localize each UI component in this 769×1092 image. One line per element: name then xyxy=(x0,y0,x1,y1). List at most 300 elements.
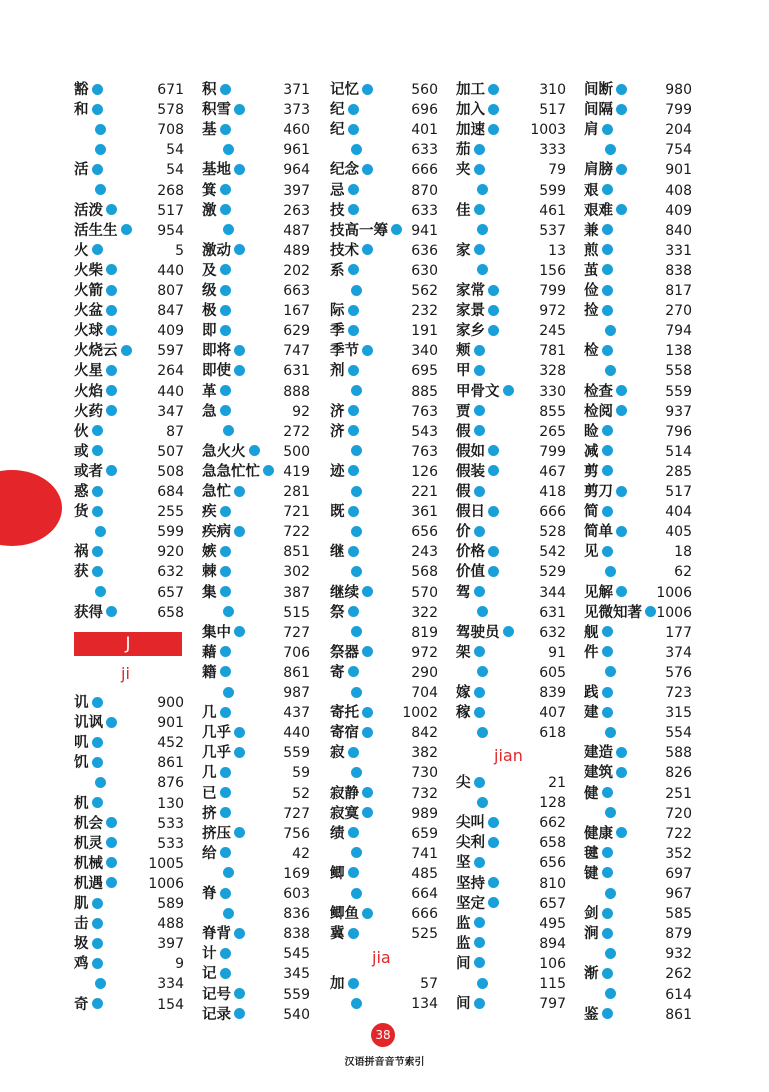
entry-page-number: 418 xyxy=(539,484,566,500)
tag-icon xyxy=(488,837,499,848)
red-circle-decoration xyxy=(0,470,62,546)
index-entry xyxy=(584,643,692,663)
entry-word xyxy=(74,301,117,321)
entry-word xyxy=(74,140,106,160)
entry-word-text: 鉴 xyxy=(584,1005,599,1023)
index-entry xyxy=(330,884,438,904)
index-entry xyxy=(584,201,692,221)
entry-word xyxy=(330,201,359,221)
entry-word-text: 既 xyxy=(330,503,345,521)
entry-page-number: 554 xyxy=(665,725,692,742)
index-entry xyxy=(202,100,310,120)
index-entry xyxy=(202,522,310,542)
tag-icon xyxy=(477,606,488,617)
entry-page-number: 1006 xyxy=(656,584,692,601)
entry-page-number: 671 xyxy=(157,82,184,98)
entry-page-number: 440 xyxy=(283,725,310,742)
tag-icon xyxy=(474,244,485,255)
entry-word xyxy=(456,894,499,914)
entry-page-number: 495 xyxy=(539,915,566,932)
entry-page-number: 322 xyxy=(411,604,438,621)
entry-page-number: 630 xyxy=(411,262,438,279)
entry-word-text: 坚定 xyxy=(456,894,485,912)
entry-page-number: 632 xyxy=(157,564,184,581)
entry-page-number: 177 xyxy=(665,624,692,641)
entry-word-text: 基地 xyxy=(202,161,231,179)
tag-icon xyxy=(645,606,656,617)
entry-word xyxy=(584,603,656,623)
tag-icon xyxy=(234,164,245,175)
index-entry xyxy=(456,402,566,422)
tag-icon xyxy=(602,928,613,939)
tag-icon xyxy=(362,586,373,597)
tag-icon xyxy=(474,586,485,597)
entry-word xyxy=(456,853,485,873)
entry-word xyxy=(456,683,485,703)
entry-page-number: 885 xyxy=(411,383,438,400)
index-entry xyxy=(330,321,438,341)
tag-icon xyxy=(348,465,359,476)
tag-icon xyxy=(348,264,359,275)
tag-icon xyxy=(362,84,373,95)
index-entry xyxy=(202,763,310,783)
tag-icon xyxy=(488,465,499,476)
entry-word-text: 间 xyxy=(456,954,471,972)
index-entry xyxy=(456,120,566,140)
index-entry xyxy=(74,995,184,1015)
entry-page-number: 1002 xyxy=(402,705,438,722)
tag-icon xyxy=(351,888,362,899)
tag-icon xyxy=(602,425,613,436)
entry-page-number: 879 xyxy=(665,926,692,943)
index-entry xyxy=(330,201,438,221)
entry-page-number: 839 xyxy=(539,685,566,701)
entry-word-text: 讥 xyxy=(74,694,89,711)
entry-word xyxy=(74,361,117,381)
entry-word xyxy=(584,80,627,100)
entry-word xyxy=(202,583,231,603)
entry-page-number: 126 xyxy=(411,463,438,480)
index-entry xyxy=(330,100,438,120)
entry-word xyxy=(74,402,117,422)
entry-word xyxy=(584,221,613,241)
index-entry xyxy=(330,643,438,663)
index-entry xyxy=(74,934,184,954)
entry-word xyxy=(584,542,613,562)
entry-word xyxy=(74,321,117,341)
entry-word xyxy=(330,663,359,683)
entry-word-text: 寄宿 xyxy=(330,724,359,742)
tag-icon xyxy=(602,285,613,296)
entry-word-text: 假装 xyxy=(456,462,485,480)
entry-word-text: 激 xyxy=(202,201,217,219)
entry-word-text: 剂 xyxy=(330,362,345,380)
index-entry xyxy=(74,402,184,422)
tag-icon xyxy=(488,325,499,336)
tag-icon xyxy=(351,626,362,637)
index-entry xyxy=(330,160,438,180)
index-entry xyxy=(456,894,566,914)
tag-icon xyxy=(602,305,613,316)
index-entry xyxy=(330,743,438,763)
index-entry xyxy=(202,784,310,804)
entry-word xyxy=(74,753,103,773)
entry-word xyxy=(74,120,106,140)
tag-icon xyxy=(220,264,231,275)
entry-page-number: 373 xyxy=(283,102,310,119)
entry-word xyxy=(202,100,245,120)
entry-page-number: 559 xyxy=(665,383,692,400)
index-entry xyxy=(330,904,438,924)
tag-icon xyxy=(106,305,117,316)
entry-word-text: 检 xyxy=(584,342,599,360)
entry-word-text: 假 xyxy=(456,422,471,440)
entry-word-text: 监 xyxy=(456,914,471,932)
entry-page-number: 585 xyxy=(665,906,692,923)
index-entry xyxy=(74,140,184,160)
entry-word-text: 健康 xyxy=(584,824,613,842)
entry-word xyxy=(584,140,616,160)
entry-page-number: 517 xyxy=(665,484,692,500)
entry-word-text: 价值 xyxy=(456,563,485,581)
entry-word xyxy=(202,341,245,361)
tag-icon xyxy=(220,285,231,296)
tag-icon xyxy=(220,707,231,718)
entry-word-text: 祸 xyxy=(74,543,89,561)
entry-page-number: 525 xyxy=(411,926,438,943)
entry-word xyxy=(456,80,499,100)
entry-word xyxy=(202,542,231,562)
entry-page-number: 517 xyxy=(157,202,184,219)
entry-word xyxy=(330,562,362,582)
entry-word xyxy=(202,522,245,542)
entry-word-text: 季 xyxy=(330,322,345,340)
entry-word xyxy=(456,603,488,623)
entry-word-text: 加工 xyxy=(456,81,485,98)
tag-icon xyxy=(220,184,231,195)
index-entry xyxy=(456,773,566,793)
tag-icon xyxy=(351,998,362,1009)
entry-word xyxy=(456,813,499,833)
entry-page-number: 614 xyxy=(665,986,692,1003)
tag-icon xyxy=(474,526,485,537)
tag-icon xyxy=(602,787,613,798)
entry-word-text: 击 xyxy=(74,915,89,933)
entry-word xyxy=(202,241,245,261)
index-entry xyxy=(202,985,310,1005)
entry-page-number: 618 xyxy=(539,725,566,742)
entry-word-text: 简单 xyxy=(584,523,613,541)
index-entry xyxy=(330,80,438,100)
tag-icon xyxy=(234,626,245,637)
tag-icon xyxy=(474,998,485,1009)
index-entry xyxy=(456,502,566,522)
tag-icon xyxy=(602,345,613,356)
entry-word xyxy=(584,341,613,361)
entry-word xyxy=(74,261,117,281)
tag-icon xyxy=(362,244,373,255)
tag-icon xyxy=(391,224,402,235)
entry-page-number: 54 xyxy=(166,162,184,179)
entry-word xyxy=(202,824,245,844)
entry-word-text: 叽 xyxy=(74,734,89,752)
tag-icon xyxy=(234,486,245,497)
entry-page-number: 440 xyxy=(157,262,184,279)
entry-page-number: 807 xyxy=(157,283,184,299)
entry-word-text: 假如 xyxy=(456,442,485,460)
entry-word xyxy=(584,502,613,522)
entry-page-number: 42 xyxy=(292,845,310,862)
index-entry xyxy=(202,422,310,442)
entry-word-text: 几 xyxy=(202,764,217,782)
entry-page-number: 542 xyxy=(539,544,566,561)
entry-word xyxy=(456,833,499,853)
tag-icon xyxy=(474,937,485,948)
entry-word-text: 挤 xyxy=(202,804,217,822)
tag-icon xyxy=(605,144,616,155)
entry-page-number: 727 xyxy=(283,624,310,641)
tag-icon xyxy=(348,425,359,436)
entry-page-number: 115 xyxy=(539,976,566,992)
entry-word xyxy=(456,954,485,974)
tag-icon xyxy=(605,807,616,818)
entry-page-number: 262 xyxy=(665,966,692,983)
entry-word xyxy=(202,442,260,462)
index-entry xyxy=(330,120,438,140)
entry-word xyxy=(202,321,231,341)
entry-word-text: 火烧云 xyxy=(74,342,118,360)
tag-icon xyxy=(220,666,231,677)
entry-word-text: 技术 xyxy=(330,241,359,259)
tag-icon xyxy=(92,84,103,95)
entry-word-text: 鸡 xyxy=(74,955,89,973)
entry-page-number: 255 xyxy=(157,504,184,521)
tag-icon xyxy=(474,707,485,718)
entry-page-number: 245 xyxy=(539,323,566,340)
entry-page-number: 18 xyxy=(674,544,692,561)
entry-word-text: 甲 xyxy=(456,362,471,380)
entry-page-number: 270 xyxy=(665,303,692,320)
tag-icon xyxy=(488,285,499,296)
entry-word-text: 监 xyxy=(456,934,471,952)
tag-icon xyxy=(348,305,359,316)
tag-icon xyxy=(348,325,359,336)
entry-word xyxy=(74,281,117,301)
entry-word xyxy=(456,773,485,793)
tag-icon xyxy=(106,365,117,376)
index-entry xyxy=(584,784,692,804)
entry-word-text: 家 xyxy=(456,241,471,259)
entry-word-text: 或 xyxy=(74,442,89,460)
entry-page-number: 631 xyxy=(539,604,566,621)
entry-word-text: 几 xyxy=(202,704,217,722)
entry-page-number: 851 xyxy=(283,544,310,561)
entry-word-text: 藉 xyxy=(202,643,217,661)
entry-word-text: 建造 xyxy=(584,744,613,762)
entry-page-number: 570 xyxy=(411,584,438,601)
tag-icon xyxy=(234,988,245,999)
index-entry xyxy=(202,1005,310,1025)
entry-page-number: 87 xyxy=(166,423,184,440)
entry-word xyxy=(584,422,613,442)
entry-word-text: 激动 xyxy=(202,241,231,259)
entry-word-text: 火焰 xyxy=(74,382,103,400)
index-entry xyxy=(74,281,184,301)
entry-word xyxy=(330,542,359,562)
index-entry xyxy=(584,583,692,603)
entry-word xyxy=(584,723,616,743)
index-entry xyxy=(202,341,310,361)
entry-page-number: 754 xyxy=(665,142,692,159)
entry-word xyxy=(202,221,234,241)
entry-word xyxy=(584,904,613,924)
entry-word-text: 加速 xyxy=(456,121,485,139)
entry-page-number: 517 xyxy=(539,102,566,119)
index-entry xyxy=(330,542,438,562)
entry-page-number: 397 xyxy=(283,182,310,199)
entry-word xyxy=(584,703,613,723)
entry-page-number: 870 xyxy=(411,182,438,199)
entry-word-text: 架 xyxy=(456,643,471,661)
tag-icon xyxy=(605,727,616,738)
entry-page-number: 576 xyxy=(665,664,692,681)
entry-word-text: 级 xyxy=(202,282,217,299)
entry-page-number: 578 xyxy=(157,102,184,119)
entry-word xyxy=(584,784,613,804)
entry-page-number: 810 xyxy=(539,875,566,892)
entry-word-text: 即 xyxy=(202,322,217,340)
entry-page-number: 334 xyxy=(157,976,184,993)
entry-word-text: 极 xyxy=(202,302,217,320)
index-entry xyxy=(330,703,438,723)
entry-word-text: 尖利 xyxy=(456,834,485,852)
entry-word xyxy=(584,402,627,422)
index-entry xyxy=(584,562,692,582)
index-entry xyxy=(584,301,692,321)
entry-word-text: 济 xyxy=(330,402,345,420)
index-entry xyxy=(456,853,566,873)
tag-icon xyxy=(477,727,488,738)
entry-word xyxy=(456,281,499,301)
tag-icon xyxy=(488,877,499,888)
entry-word-text: 睑 xyxy=(584,422,599,440)
entry-word xyxy=(74,241,103,261)
entry-word xyxy=(584,442,613,462)
entry-word-text: 货 xyxy=(74,503,89,521)
entry-page-number: 684 xyxy=(157,484,184,500)
entry-word xyxy=(202,964,231,984)
tag-icon xyxy=(602,707,613,718)
tag-icon xyxy=(474,646,485,657)
entry-word xyxy=(74,603,117,623)
index-entry xyxy=(330,864,438,884)
entry-word-text: 剪 xyxy=(584,462,599,480)
entry-word xyxy=(330,743,359,763)
entry-word xyxy=(202,1005,245,1025)
entry-page-number: 156 xyxy=(539,262,566,279)
entry-page-number: 861 xyxy=(665,1006,692,1023)
entry-word-text: 火 xyxy=(74,241,89,259)
tag-icon xyxy=(223,144,234,155)
entry-word-text: 及 xyxy=(202,261,217,279)
entry-page-number: 720 xyxy=(665,805,692,822)
entry-word xyxy=(74,834,117,854)
entry-page-number: 961 xyxy=(283,142,310,159)
index-entry xyxy=(456,341,566,361)
entry-page-number: 387 xyxy=(283,584,310,601)
entry-word-text: 继续 xyxy=(330,583,359,601)
tag-icon xyxy=(503,385,514,396)
index-entry xyxy=(202,261,310,281)
index-entry xyxy=(330,261,438,281)
tag-icon xyxy=(95,144,106,155)
entry-word xyxy=(584,522,627,542)
tag-icon xyxy=(605,948,616,959)
entry-word-text: 肩膀 xyxy=(584,161,613,179)
index-entry xyxy=(584,80,692,100)
entry-word-text: 技 xyxy=(330,201,345,219)
index-entry xyxy=(74,241,184,261)
tag-icon xyxy=(220,325,231,336)
entry-page-number: 662 xyxy=(539,815,566,832)
entry-word-text: 嫉 xyxy=(202,543,217,561)
entry-page-number: 972 xyxy=(411,644,438,661)
entry-word xyxy=(330,974,359,994)
entry-word-text: 急火火 xyxy=(202,442,246,460)
entry-word xyxy=(584,683,613,703)
tag-icon xyxy=(488,817,499,828)
entry-page-number: 559 xyxy=(283,745,310,762)
tag-icon xyxy=(92,546,103,557)
entry-word xyxy=(74,100,103,120)
entry-page-number: 533 xyxy=(157,815,184,832)
tag-icon xyxy=(348,405,359,416)
entry-word xyxy=(330,100,359,120)
index-entry xyxy=(202,844,310,864)
entry-page-number: 819 xyxy=(411,624,438,641)
entry-page-number: 191 xyxy=(411,323,438,340)
entry-page-number: 901 xyxy=(665,162,692,179)
entry-word xyxy=(456,462,499,482)
index-entry xyxy=(456,623,566,643)
index-entry xyxy=(456,462,566,482)
entry-word xyxy=(202,944,231,964)
entry-page-number: 861 xyxy=(157,755,184,772)
entry-word xyxy=(330,120,359,140)
index-entry xyxy=(584,824,692,844)
tag-icon xyxy=(92,958,103,969)
tag-icon xyxy=(220,305,231,316)
tag-icon xyxy=(616,84,627,95)
entry-word-text: 脊背 xyxy=(202,925,231,943)
entry-page-number: 900 xyxy=(157,695,184,711)
index-entry xyxy=(74,482,184,502)
index-entry xyxy=(202,502,310,522)
index-entry xyxy=(74,693,184,713)
entry-page-number: 290 xyxy=(411,664,438,681)
entry-page-number: 331 xyxy=(665,242,692,259)
tag-icon xyxy=(106,837,117,848)
entry-page-number: 407 xyxy=(539,705,566,722)
tag-icon xyxy=(605,566,616,577)
entry-page-number: 706 xyxy=(283,644,310,661)
entry-word xyxy=(202,301,231,321)
entry-page-number: 134 xyxy=(411,996,438,1013)
entry-page-number: 855 xyxy=(539,403,566,420)
entry-word-text: 俭 xyxy=(584,282,599,299)
entry-page-number: 264 xyxy=(157,363,184,380)
entry-word xyxy=(584,643,613,663)
